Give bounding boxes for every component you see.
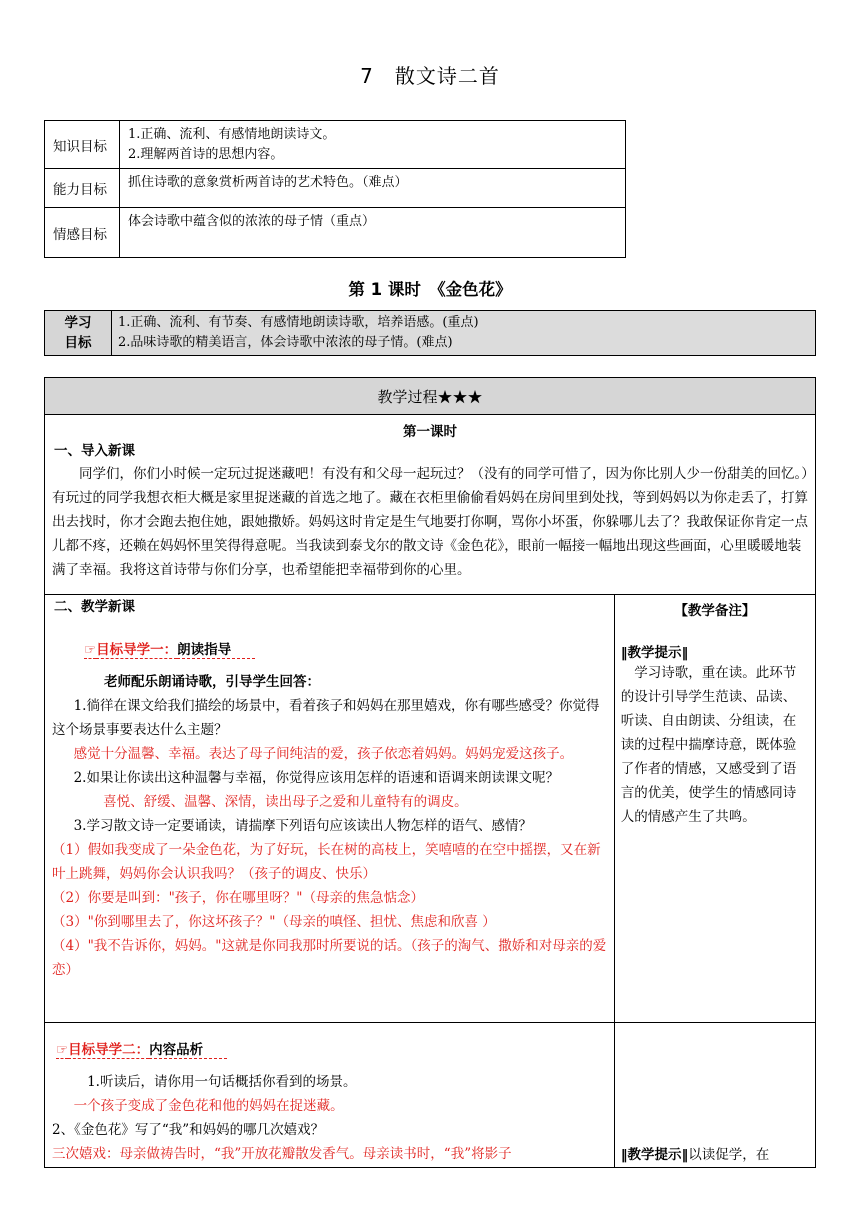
session-label: 第一课时 (403, 424, 457, 440)
page-title: 7 散文诗二首 (360, 64, 500, 88)
goals-table (44, 120, 626, 258)
intro-heading: 一、导入新课 (54, 443, 135, 459)
goal-line: 体会诗歌中蕴含似的浓浓的母子情（重点） (120, 208, 626, 258)
goal-label-ability: 能力目标 (45, 169, 120, 208)
tip-2 (621, 1143, 809, 1167)
objectives-content (112, 311, 816, 356)
teaching-cell (45, 595, 615, 1023)
question-3: 3.学习散文诗一定要诵读，请揣摩下列语句应该读出人物怎样的语气、感情？ (73, 818, 532, 834)
guide-two-label: 目标导学二： (68, 1042, 150, 1058)
intro-text: 同学们，你们小时候一定玩过捉迷藏吧！有没有和父母一起玩过？（没有的同学可惜了，因为你比别人少一份甜美的回忆。）有玩过的同学我想衣柜大概是家里捉迷藏的首选之地了。藏在衣柜里偷偷看妈妈在房间里到处找，等到妈妈以为你走丢了，打算出去找时，你才会跑去抱住她，跟她撒娇。妈妈这时肯定是生气地要打你啊，骂你小坏蛋，你躲哪儿去了？我敢保证你肯定一点儿都不疼，还赖在妈妈怀里笑得得意呢。当我读到泰戈尔的散文诗《金色花》，眼前一幅接一幅地出现这些画面，心里暖暖地装满了幸福。我将这首诗带与你们分享，也希望能把幸福带到你的心里。 (52, 466, 808, 578)
intro-cell (45, 415, 816, 595)
analysis-cell (45, 1023, 615, 1168)
tip-heading: ‖教学提示‖ (620, 645, 689, 661)
goal-line: 2.理解两首诗的思想内容。 (128, 147, 284, 162)
goal-line: 1.正确、流利、有感情地朗读诗文。 (128, 127, 336, 142)
objective-line: 2.品味诗歌的精美语言，体会诗歌中浓浓的母子情。(难点) (118, 335, 453, 350)
guide-one-label: 目标导学一： (96, 642, 178, 658)
goal-line: 抓住诗歌的意象赏析两首诗的艺术特色。（难点） (120, 169, 626, 208)
recital-item: （1）假如我变成了一朵金色花，为了好玩，长在树的高枝上，笑嘻嘻的在空中摇摆，又在新叶上跳舞，妈妈你会认识我吗？（孩子的调皮、快乐） (52, 842, 601, 882)
process-table (44, 377, 816, 1168)
notes-heading: 【教学备注】 (674, 603, 756, 619)
process-header: 教学过程★★★ (45, 378, 816, 415)
objectives-table (44, 310, 816, 356)
new-lesson-heading: 二、教学新课 (54, 599, 135, 615)
analysis-answer-2: 三次嬉戏：母亲做祷告时，“我”开放花瓣散发香气。母亲读书时，“我”将影子 (52, 1146, 512, 1162)
recital-item: （2）你要是叫到："孩子，你在哪里呀？"（母亲的焦急惦念） (52, 890, 425, 906)
pointing-hand-icon: ☞ (56, 1042, 69, 1058)
guide-one (84, 638, 613, 658)
guide-one-title: 朗读指导 (177, 642, 255, 659)
recital-item: （3）"你到哪里去了，你这坏孩子？"（母亲的嗔怪、担忧、焦虑和欣喜 ） (52, 914, 496, 930)
tip-text: 学习诗歌，重在读。此环节的设计引导学生范读、品读、听读、自由朗读、分组读，在读的过程中揣摩诗意，既体验了作者的情感，又感受到了语言的优美，使学生的情感同诗人的情感产生了共鸣。 (620, 665, 797, 825)
tip-2-text: 以读促学，在 (688, 1147, 770, 1163)
analysis-question-1: 1.听读后，请你用一句话概括你看到的场景。 (87, 1074, 357, 1090)
recital-item: （4）"我不告诉你，妈妈。"这就是你同我那时所要说的话。（孩子的淘气、撒娇和对母亲的爱恋） (52, 938, 607, 978)
goal-label-emotion: 情感目标 (45, 208, 120, 258)
guide-two (56, 1038, 613, 1058)
objectives-label-line: 学习 (64, 315, 92, 331)
goal-content-knowledge (120, 121, 626, 169)
pointing-hand-icon: ☞ (84, 642, 97, 658)
teacher-line: 老师配乐朗诵诗歌，引导学生回答： (104, 674, 320, 690)
notes-cell (614, 595, 815, 1023)
answer-2: 喜悦、舒缓、温馨、深情，读出母子之爱和儿童特有的调皮。 (103, 794, 468, 810)
goal-label-knowledge: 知识目标 (45, 121, 120, 169)
analysis-answer-1: 一个孩子变成了金色花和他的妈妈在捉迷藏。 (73, 1098, 344, 1114)
question-2: 2.如果让你读出这种温馨与幸福，你觉得应该用怎样的语速和语调来朗读课文呢？ (73, 770, 559, 786)
question-1: 1.徜徉在课文给我们描绘的场景中，看着孩子和妈妈在那里嬉戏，你有哪些感受？你觉得这个场景事要表达什么主题？ (52, 698, 600, 738)
tip-2-heading: ‖教学提示‖ (620, 1147, 689, 1163)
lesson-title: 第 1 课时 《金色花》 (348, 280, 512, 299)
objectives-label (45, 311, 112, 356)
guide-two-title: 内容品析 (149, 1042, 227, 1059)
answer-1: 感觉十分温馨、幸福。表达了母子间纯洁的爱，孩子依恋着妈妈。妈妈宠爱这孩子。 (73, 746, 574, 762)
objectives-label-line: 目标 (64, 335, 92, 351)
notes-cell-2 (614, 1023, 815, 1168)
objective-line: 1.正确、流利、有节奏、有感情地朗读诗歌，培养语感。(重点) (118, 315, 479, 330)
analysis-question-2: 2、《金色花》写了“我”和妈妈的哪几次嬉戏？ (52, 1122, 325, 1138)
